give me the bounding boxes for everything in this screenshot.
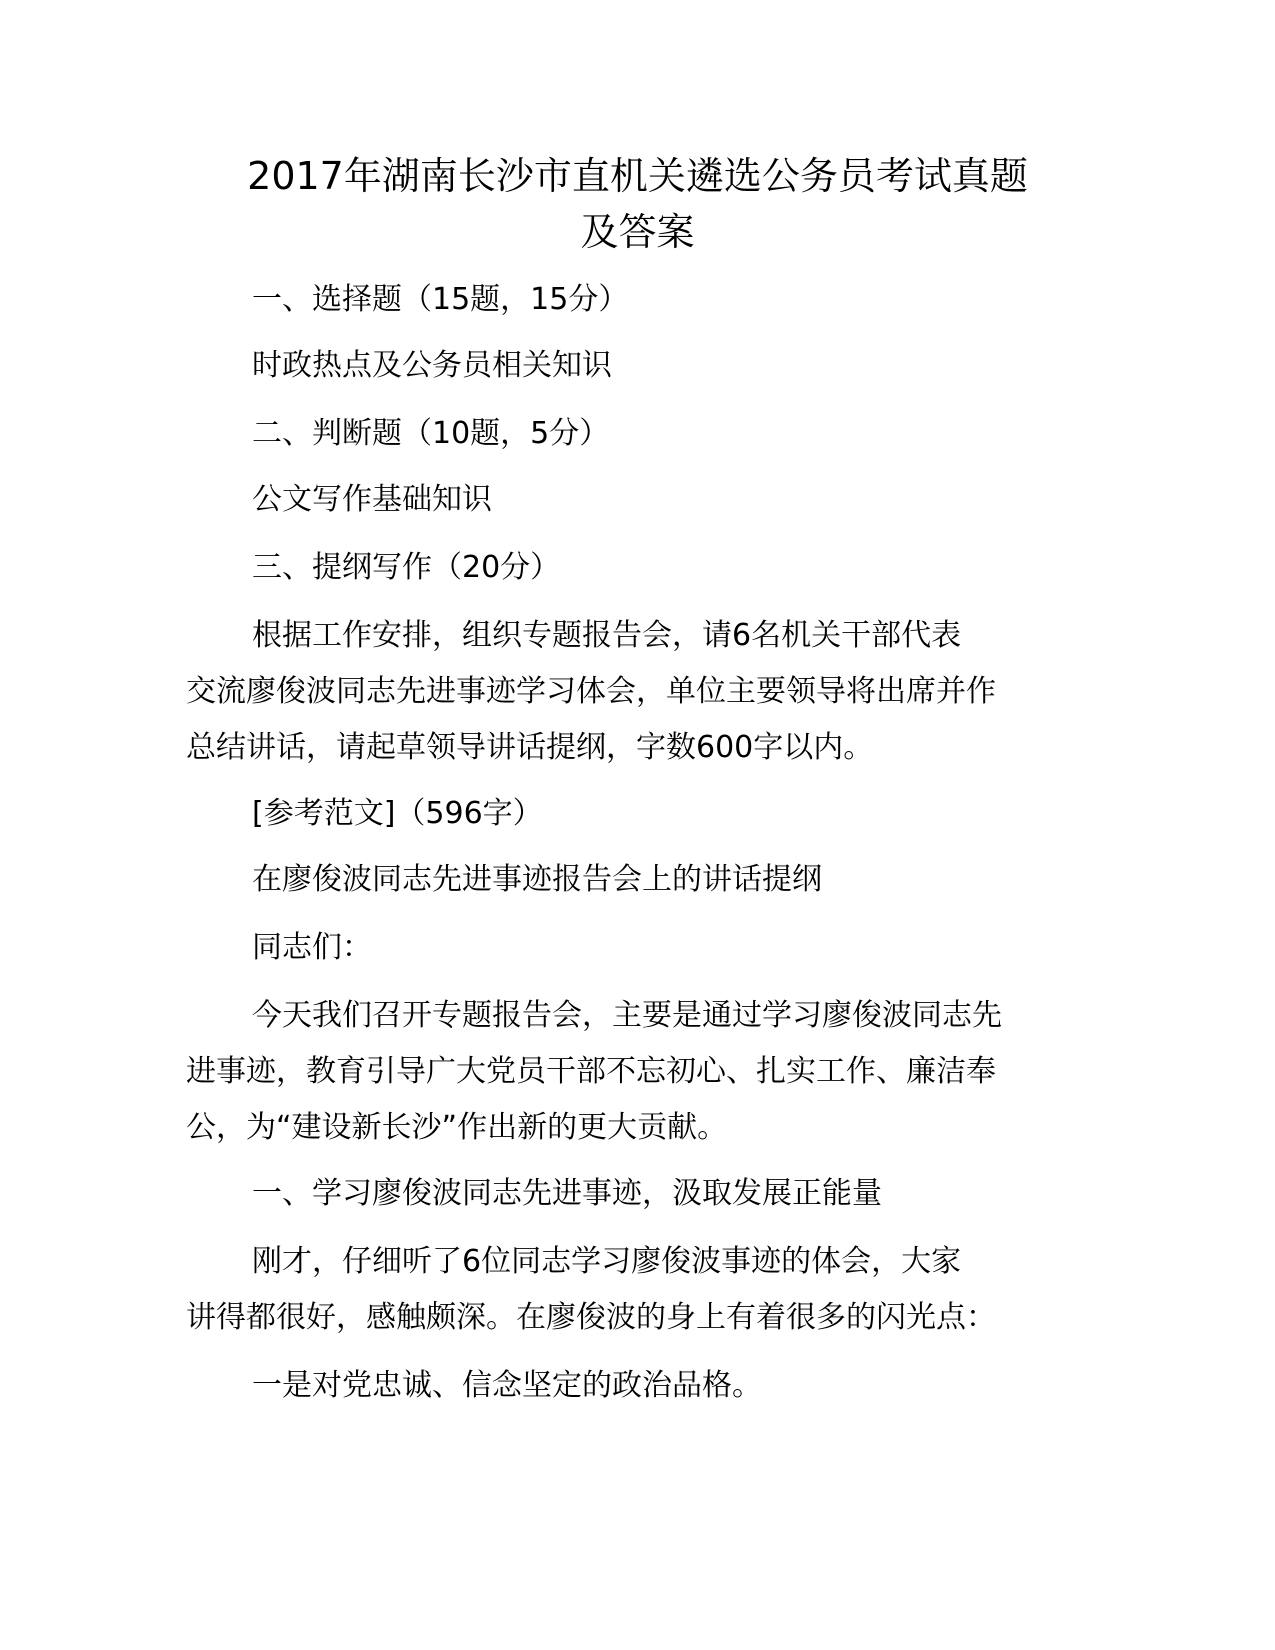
point-1-sub-1: 一是对党忠诚、信念坚定的政治品格。 [252, 1368, 762, 1403]
point-1-heading: 一、学习廖俊波同志先进事迹，汲取发展正能量 [252, 1176, 882, 1211]
section-1-body: 时政热点及公务员相关知识 [252, 348, 612, 383]
section-3-body [186, 608, 1086, 776]
intro-line-2: 进事迹，教育引导广大党员干部不忘初心、扎实工作、廉洁奉 [186, 1054, 996, 1089]
intro-line-1: 今天我们召开专题报告会，主要是通过学习廖俊波同志先 [252, 998, 1002, 1033]
section-3-heading: 三、提纲写作（20分） [252, 550, 561, 585]
intro-line-3: 公，为“建设新长沙”作出新的更大贡献。 [186, 1110, 728, 1145]
point-1-line-2: 讲得都很好，感触颇深。在廖俊波的身上有着很多的闪光点： [186, 1300, 996, 1335]
section-3-body-line-2: 交流廖俊波同志先进事迹学习体会，单位主要领导将出席并作 [186, 674, 996, 709]
title-line-1: 2017年湖南长沙市直机关遴选公务员考试真题 [247, 154, 1028, 198]
point-1-paragraph [186, 1234, 1086, 1346]
section-1-heading: 一、选择题（15题，15分） [252, 282, 629, 317]
intro-paragraph [186, 988, 1086, 1156]
speech-title: 在廖俊波同志先进事迹报告会上的讲话提纲 [252, 862, 822, 897]
section-3-body-line-3: 总结讲话，请起草领导讲话提纲，字数600字以内。 [186, 730, 874, 765]
section-3-body-line-1: 根据工作安排，组织专题报告会，请6名机关干部代表 [252, 618, 962, 653]
document-title [180, 148, 1095, 260]
greeting: 同志们： [252, 930, 372, 965]
reference-label: [参考范文]（596字） [252, 796, 543, 831]
point-1-line-1: 刚才，仔细听了6位同志学习廖俊波事迹的体会，大家 [252, 1244, 962, 1279]
title-line-2: 及答案 [580, 210, 695, 254]
section-2-heading: 二、判断题（10题，5分） [252, 416, 610, 451]
section-2-body: 公文写作基础知识 [252, 482, 492, 517]
